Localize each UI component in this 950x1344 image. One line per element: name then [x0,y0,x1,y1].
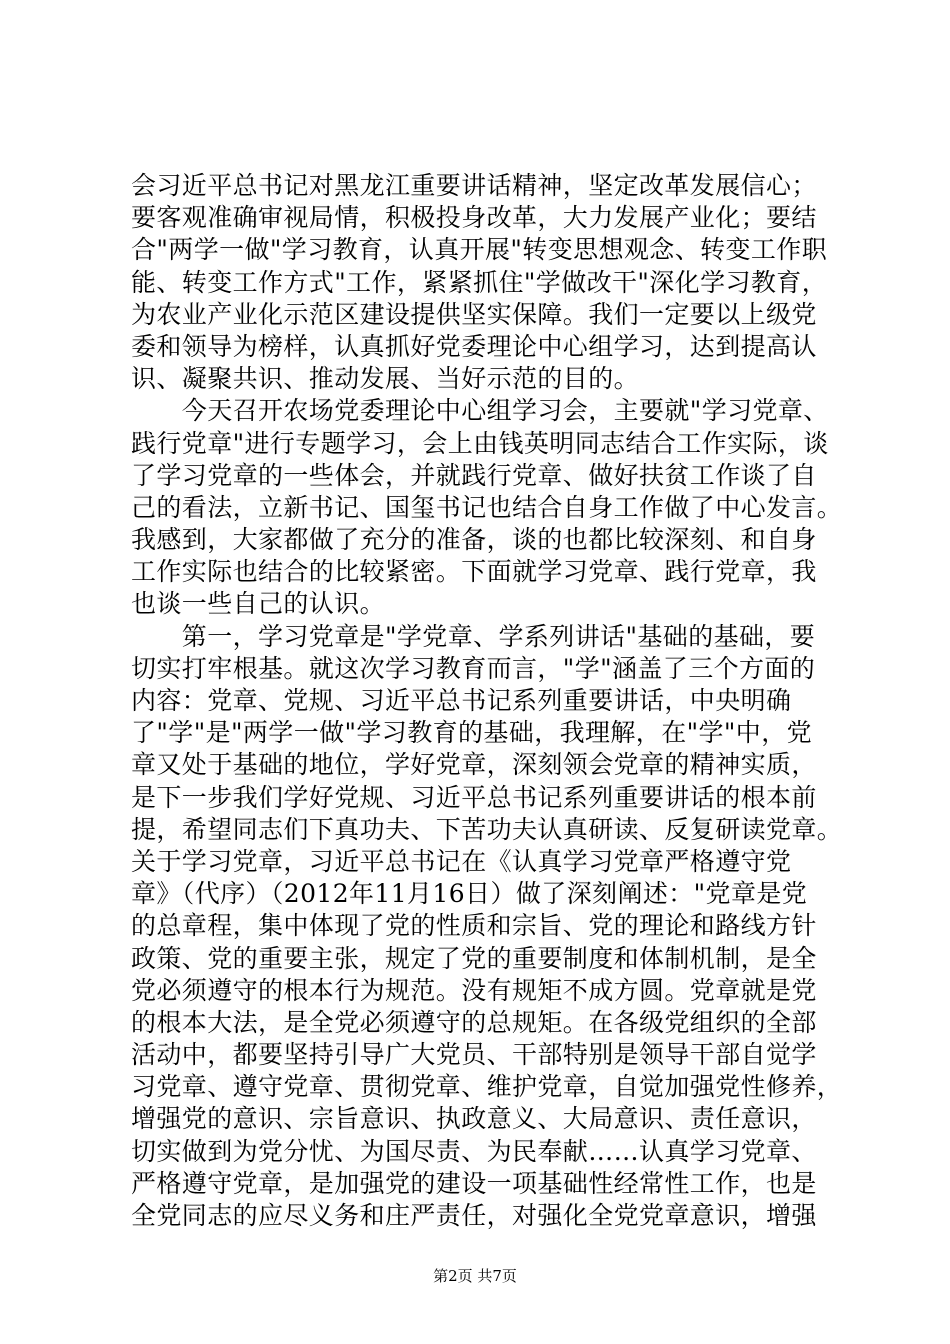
document-body [131,170,843,1232]
text-line: 会习近平总书记对黑龙江重要讲话精神，坚定改革发展信心； [131,171,817,200]
text-line: 能、转变工作方式"工作，紧紧抓住"学做改干"深化学习教育， [131,267,828,297]
text-line: 习党章、遵守党章、贯彻党章、维护党章，自觉加强党性修养， [131,1072,843,1102]
text-line: 委和领导为榜样，认真抓好党委理论中心组学习，达到提高认 [131,331,817,361]
text-line: 要客观准确审视局情，积极投身改革，大力发展产业化；要结 [131,203,817,233]
text-line: 的根本大法，是全党必须遵守的总规矩。在各级党组织的全部 [131,1007,817,1037]
text-line: 党必须遵守的根本行为规范。没有规矩不成方圆。党章就是党 [131,975,817,1005]
text-line: 切实打牢根基。就这次学习教育而言，"学"涵盖了三个方面的 [131,653,816,683]
text-line: 了学习党章的一些体会，并就践行党章、做好扶贫工作谈了自 [131,460,817,490]
text-line: 政策、党的重要主张，规定了党的重要制度和体制机制，是全 [131,943,817,973]
text-line: 内容：党章、党规、习近平总书记系列重要讲话，中央明确 [131,686,792,715]
text-line: 活动中，都要坚持引导广大党员、干部特别是领导干部自觉学 [131,1040,817,1070]
text-line: 合"两学一做"学习教育，认真开展"转变思想观念、转变工作职 [131,235,828,265]
text-line: 识、凝聚共识、推动发展、当好示范的目的。 [131,364,640,394]
text-line: 增强党的意识、宗旨意识、执政意义、大局意识、责任意识， [131,1104,817,1134]
text-line: 了"学"是"两学一做"学习教育的基础，我理解，在"学"中，党 [131,718,812,748]
text-line: 的总章程，集中体现了党的性质和宗旨、党的理论和路线方针 [131,911,817,941]
text-line: 己的看法，立新书记、国玺书记也结合自身工作做了中心发言。 [131,492,843,522]
text-line: 全党同志的应尽义务和庄严责任，对强化全党党章意识，增强 [131,1201,817,1230]
text-line: 工作实际也结合的比较紧密。下面就学习党章、践行党章，我 [131,557,817,587]
text-line: 严格遵守党章，是加强党的建设一项基础性经常性工作，也是 [131,1168,817,1198]
text-line: 我感到，大家都做了充分的准备，谈的也都比较深刻、和自身 [131,525,817,555]
text-line: 章又处于基础的地位，学好党章，深刻领会党章的精神实质， [131,750,817,780]
text-line: 章》（代序）（2012年11月16日）做了深刻阐述："党章是党 [131,879,808,909]
text-line: 切实做到为党分忧、为国尽责、为民奉献……认真学习党章、 [131,1136,817,1166]
text-line: 为农业产业化示范区建设提供坚实保障。我们一定要以上级党 [131,299,817,329]
page-number-footer: 第2页 共7页 [433,1267,517,1285]
text-line: 是下一步我们学好党规、习近平总书记系列重要讲话的根本前 [131,782,817,812]
text-line: 第一，学习党章是"学党章、学系列讲话"基础的基础，要 [131,621,816,651]
text-line: 关于学习党章，习近平总书记在《认真学习党章严格遵守党 [131,846,792,876]
text-line: 践行党章"进行专题学习，会上由钱英明同志结合工作实际，谈 [131,428,829,458]
text-line: 也谈一些自己的认识。 [131,589,386,619]
text-line: 提，希望同志们下真功夫、下苦功夫认真研读、反复研读党章。 [131,814,843,844]
text-line: 今天召开农场党委理论中心组学习会，主要就"学习党章、 [131,396,829,426]
